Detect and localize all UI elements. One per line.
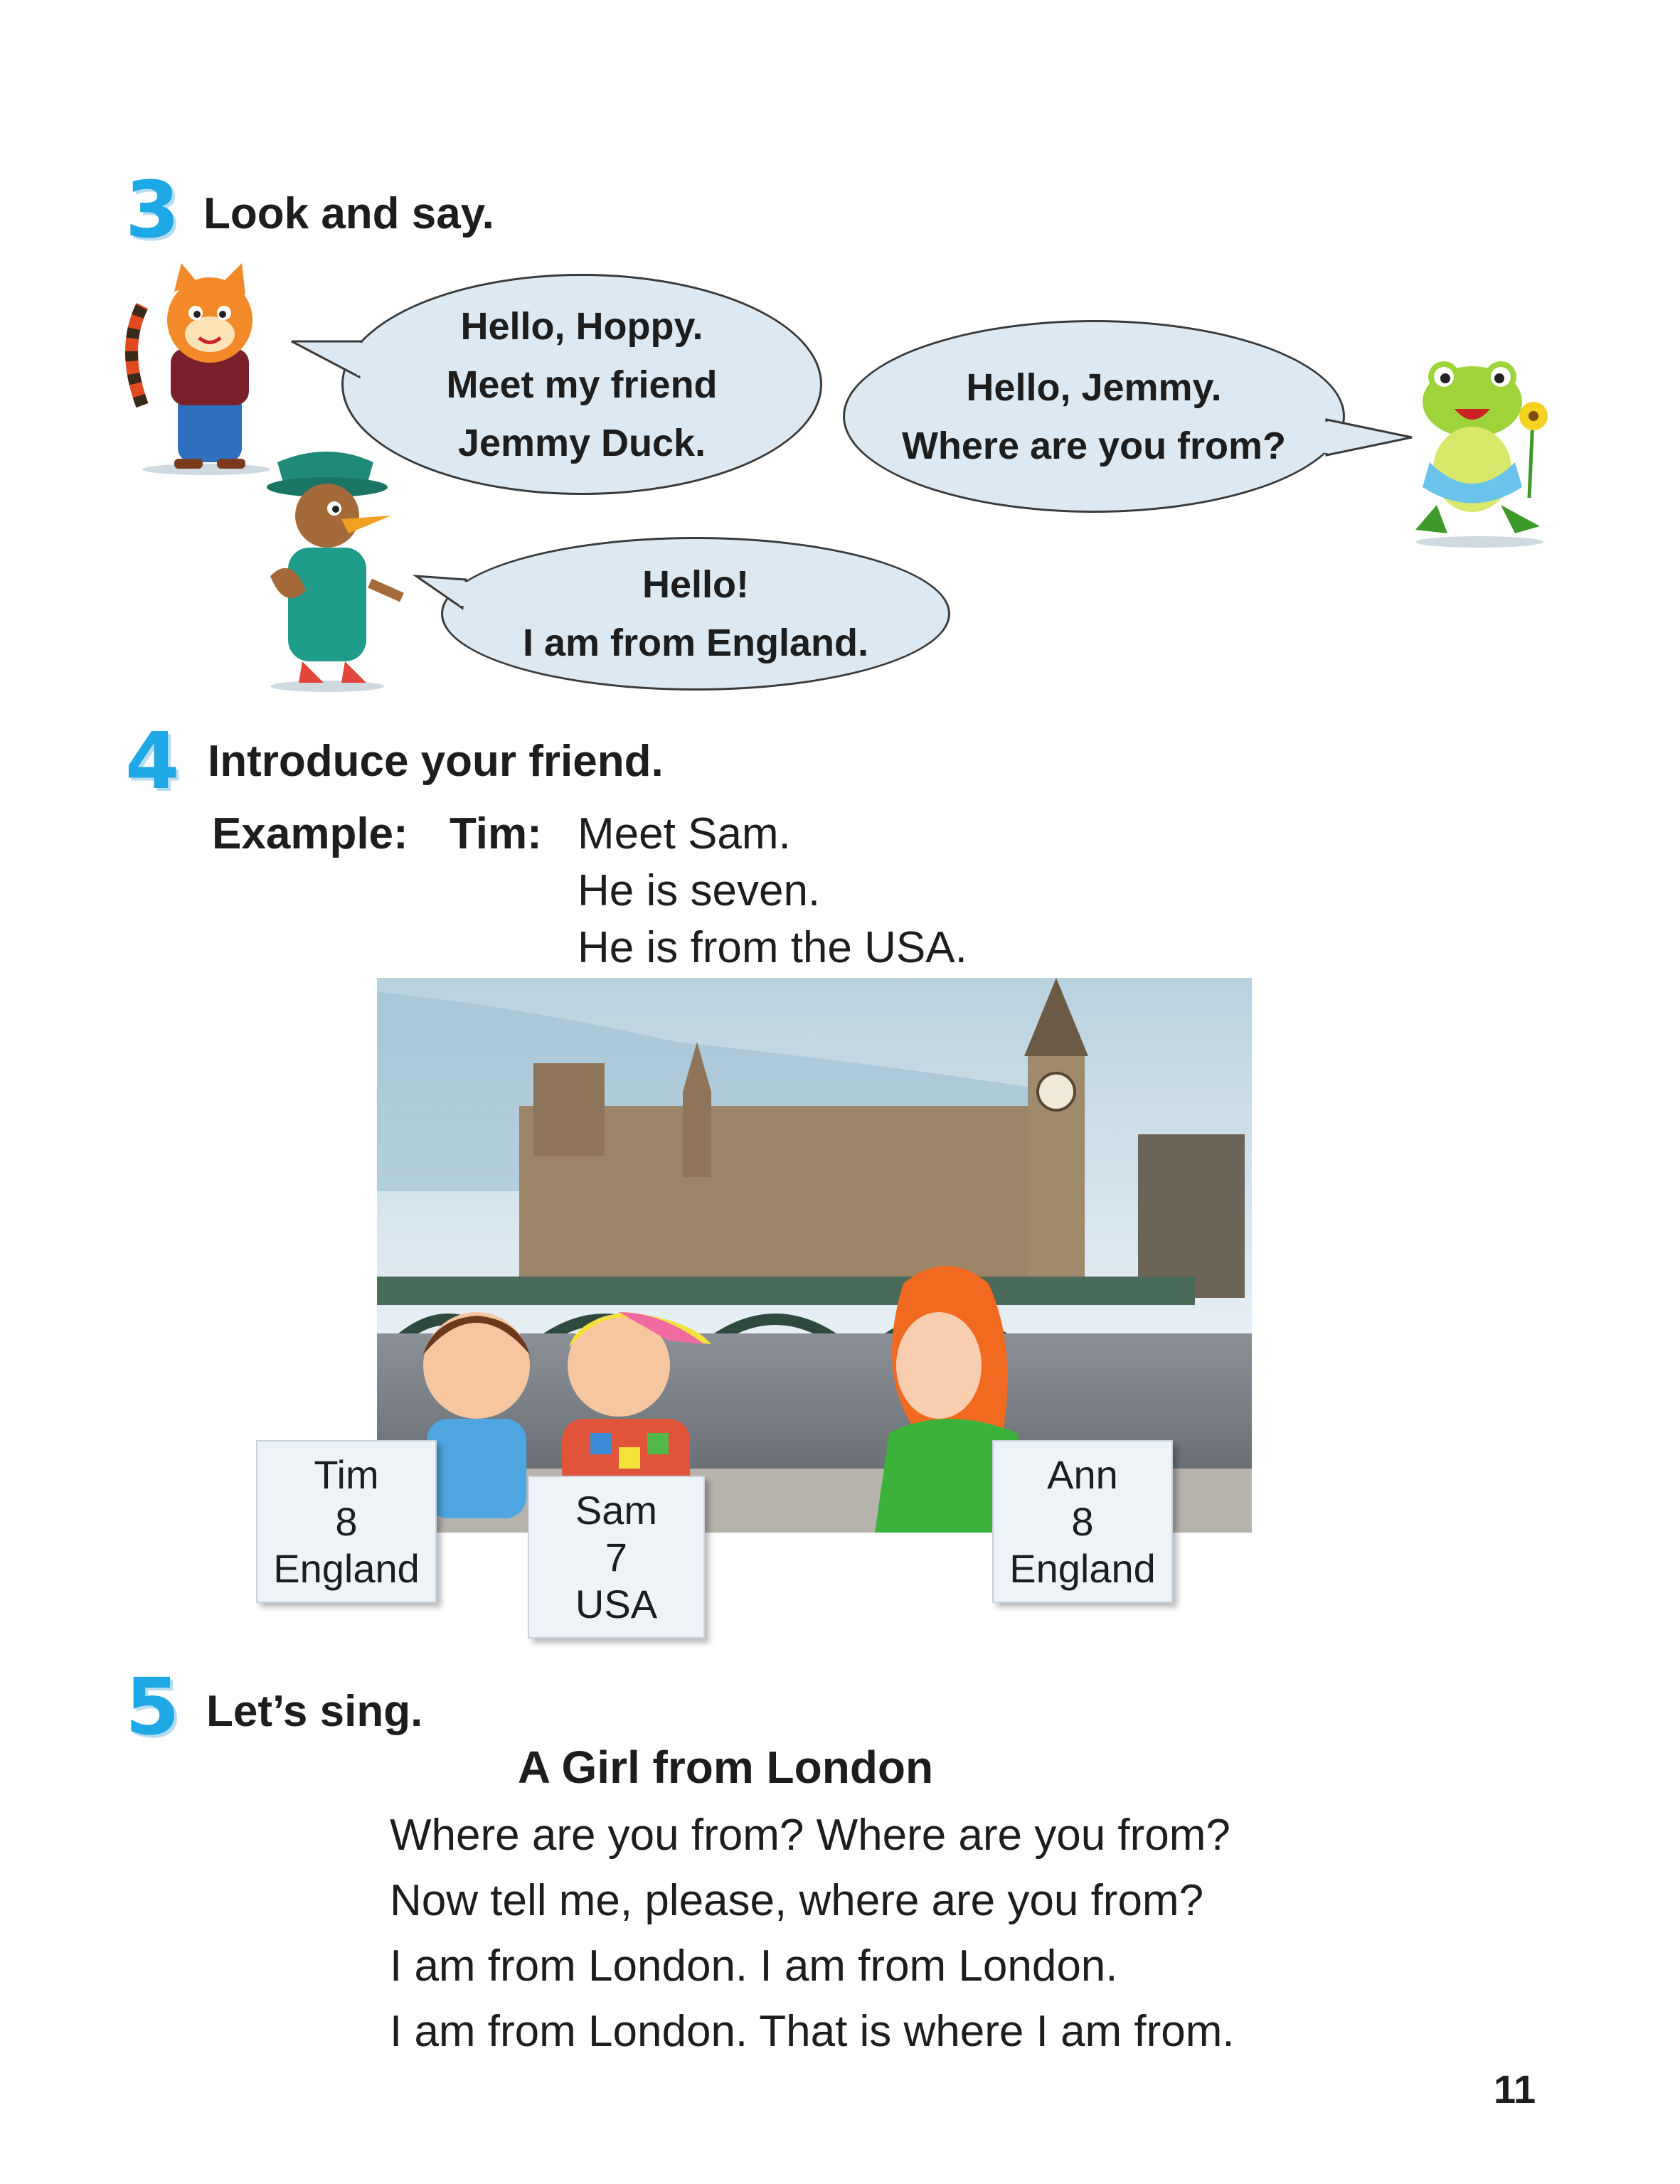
speech-bubble-frog-tail <box>1323 416 1415 466</box>
bubble-line: I am from England. <box>522 622 869 664</box>
cat-character-illustration <box>114 263 313 476</box>
info-card-age: 8 <box>335 1498 358 1544</box>
bubble-line: Jemmy Duck. <box>457 421 706 464</box>
info-card-country: England <box>273 1545 420 1591</box>
bubble-line: Hello, Jemmy. <box>966 366 1222 409</box>
song-line: Now tell me, please, where are you from? <box>390 1876 1204 1925</box>
bubble-line: Hello! <box>642 563 749 606</box>
info-card-name: Ann <box>1047 1451 1118 1497</box>
info-card-age: 7 <box>605 1534 628 1580</box>
exercise-4-heading: Introduce your friend. <box>208 737 664 786</box>
info-card-sam <box>528 1476 705 1639</box>
exercise-4-number: 4 <box>125 715 180 806</box>
exercise-3-number: 3 <box>125 164 180 255</box>
info-card-country: USA <box>575 1581 658 1626</box>
bubble-line: Hello, Hoppy. <box>460 304 703 348</box>
speech-bubble-cat <box>341 274 822 495</box>
example-label: Example: <box>212 809 408 858</box>
example-speaker: Tim: <box>450 809 542 858</box>
example-line: Meet Sam. <box>578 809 791 858</box>
info-card-name: Tim <box>314 1451 379 1497</box>
example-lines <box>578 806 967 976</box>
speech-bubble-frog <box>843 320 1345 513</box>
song-title: A Girl from London <box>517 1742 934 1793</box>
exercise-3-heading: Look and say. <box>203 189 494 238</box>
duck-character-illustration <box>249 448 420 697</box>
bubble-line: Where are you from? <box>901 424 1287 467</box>
page-number: 11 <box>1494 2067 1536 2111</box>
info-card-age: 8 <box>1071 1498 1094 1544</box>
song-lyrics <box>390 1803 1235 2065</box>
bubble-line: Meet my friend <box>446 363 718 406</box>
speech-bubble-duck <box>441 537 950 691</box>
info-card-name: Sam <box>575 1487 658 1533</box>
exercise-5-number: 5 <box>125 1661 180 1752</box>
song-line: I am from London. That is where I am from. <box>390 2007 1235 2056</box>
song-line: Where are you from? Where are you from? <box>390 1811 1230 1860</box>
example-line: He is seven. <box>578 866 821 915</box>
info-card-tim <box>256 1440 437 1603</box>
song-line: I am from London. I am from London. <box>390 1941 1118 1991</box>
example-line: He is from the USA. <box>578 923 967 972</box>
exercise-5-heading: Let’s sing. <box>206 1687 423 1736</box>
speech-bubble-duck-tail <box>413 569 469 619</box>
info-card-ann <box>992 1440 1173 1603</box>
frog-character-illustration <box>1394 356 1565 555</box>
speech-bubble-cat-tail <box>288 334 366 391</box>
info-card-country: England <box>1009 1545 1156 1591</box>
